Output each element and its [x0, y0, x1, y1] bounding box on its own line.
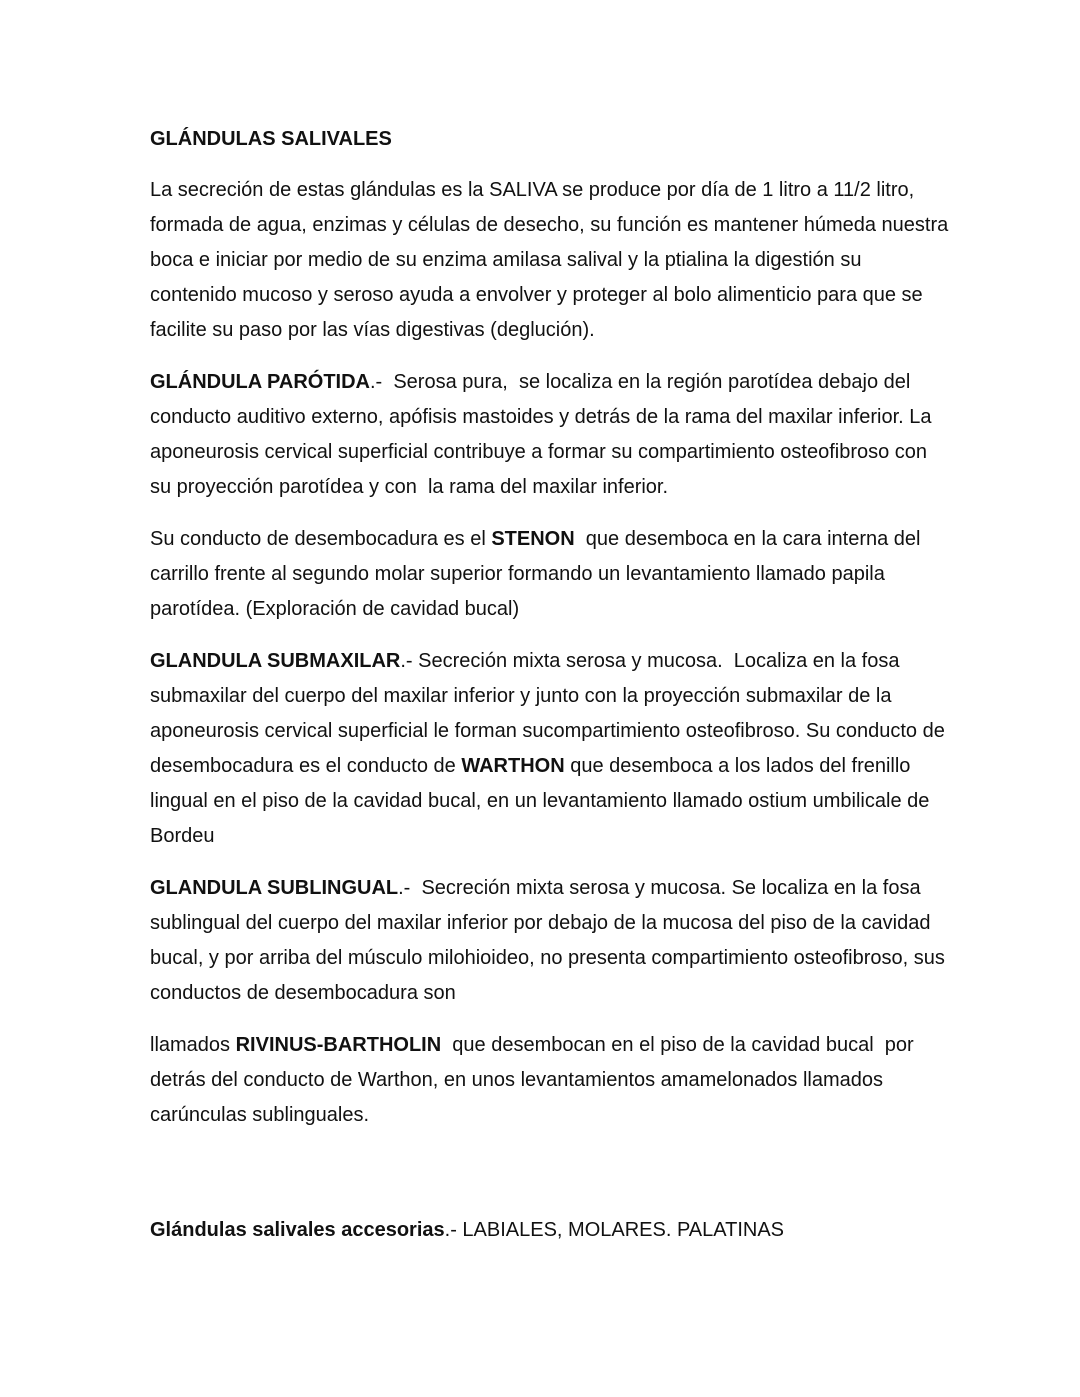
sublingual-text: .- Secreción mixta serosa y mucosa. Se localiza en la fosa sublingual del cuerpo del maxilar inferior por debajo de la mucosa del piso de la cavidad bucal, y por arriba del músculo milohioideo, no presenta compartimiento osteofibroso, sus conductos de desembocadura son — [150, 877, 951, 1004]
accesorias-paragraph — [150, 1213, 950, 1248]
rivinus-paragraph — [150, 1028, 950, 1133]
submaxilar-text-after: que desemboca a los lados del frenillo lingual en el piso de la cavidad bucal, en un levantamiento llamado ostium umbilicale de Bordeu — [150, 755, 935, 847]
sublingual-paragraph — [150, 871, 950, 1011]
stenon-text-before: Su conducto de desembocadura es el — [150, 528, 492, 550]
submaxilar-text-before: .- Secreción mixta serosa y mucosa. Localiza en la fosa submaxilar del cuerpo del maxilar inferior y junto con la proyección submaxilar de la aponeurosis cervical superficial le forman sucompartimiento osteofibroso. Su conducto de desembocadura es el conducto de — [150, 650, 951, 777]
stenon-text-after: que desemboca en la cara interna del carrillo frente al segundo molar superior formando un levantamiento llamado papila parotídea. (Exploración de cavidad bucal) — [150, 528, 927, 620]
warthon-term: WARTHON — [461, 755, 565, 777]
document-page — [150, 122, 950, 1248]
rivinus-term: RIVINUS-BARTHOLIN — [235, 1034, 442, 1056]
accesorias-text: .- LABIALES, MOLARES. PALATINAS — [444, 1219, 785, 1241]
intro-paragraph: La secreción de estas glándulas es la SALIVA se produce por día de 1 litro a 11/2 litro, formada de agua, enzimas y células de desecho, su función es mantener húmeda nuestra boca e iniciar por medio de su enzima amilasa salival y la ptialina la digestión su contenido mucoso y seroso ayuda a envolver y proteger al bolo alimenticio para que se facilite su paso por las vías digestivas (deglución). — [150, 179, 949, 341]
parotida-heading-suffix: .- — [369, 371, 383, 393]
stenon-paragraph — [150, 522, 950, 627]
submaxilar-heading: GLANDULA SUBMAXILAR — [150, 650, 401, 672]
accesorias-heading: Glándulas salivales accesorias — [150, 1219, 445, 1241]
stenon-term: STENON — [491, 528, 575, 550]
parotida-paragraph — [150, 365, 950, 505]
parotida-heading: GLÁNDULA PARÓTIDA — [150, 371, 370, 393]
rivinus-text-before: llamados — [150, 1034, 236, 1056]
sublingual-heading: GLANDULA SUBLINGUAL — [150, 877, 399, 899]
document-title: GLÁNDULAS SALIVALES — [150, 128, 392, 150]
rivinus-text-after: que desembocan en el piso de la cavidad bucal por detrás del conducto de Warthon, en unos levantamientos amamelonados llamados carúnculas sublinguales. — [150, 1034, 920, 1126]
parotida-text: Serosa pura, se localiza en la región parotídea debajo del conducto auditivo externo, apófisis mastoides y detrás de la rama del maxilar inferior. La aponeurosis cervical superficial contribuye a formar su compartimiento osteofibroso con su proyección parotídea y con la rama del maxilar inferior. — [150, 371, 938, 498]
submaxilar-paragraph — [150, 644, 950, 854]
spacer — [150, 1150, 950, 1213]
